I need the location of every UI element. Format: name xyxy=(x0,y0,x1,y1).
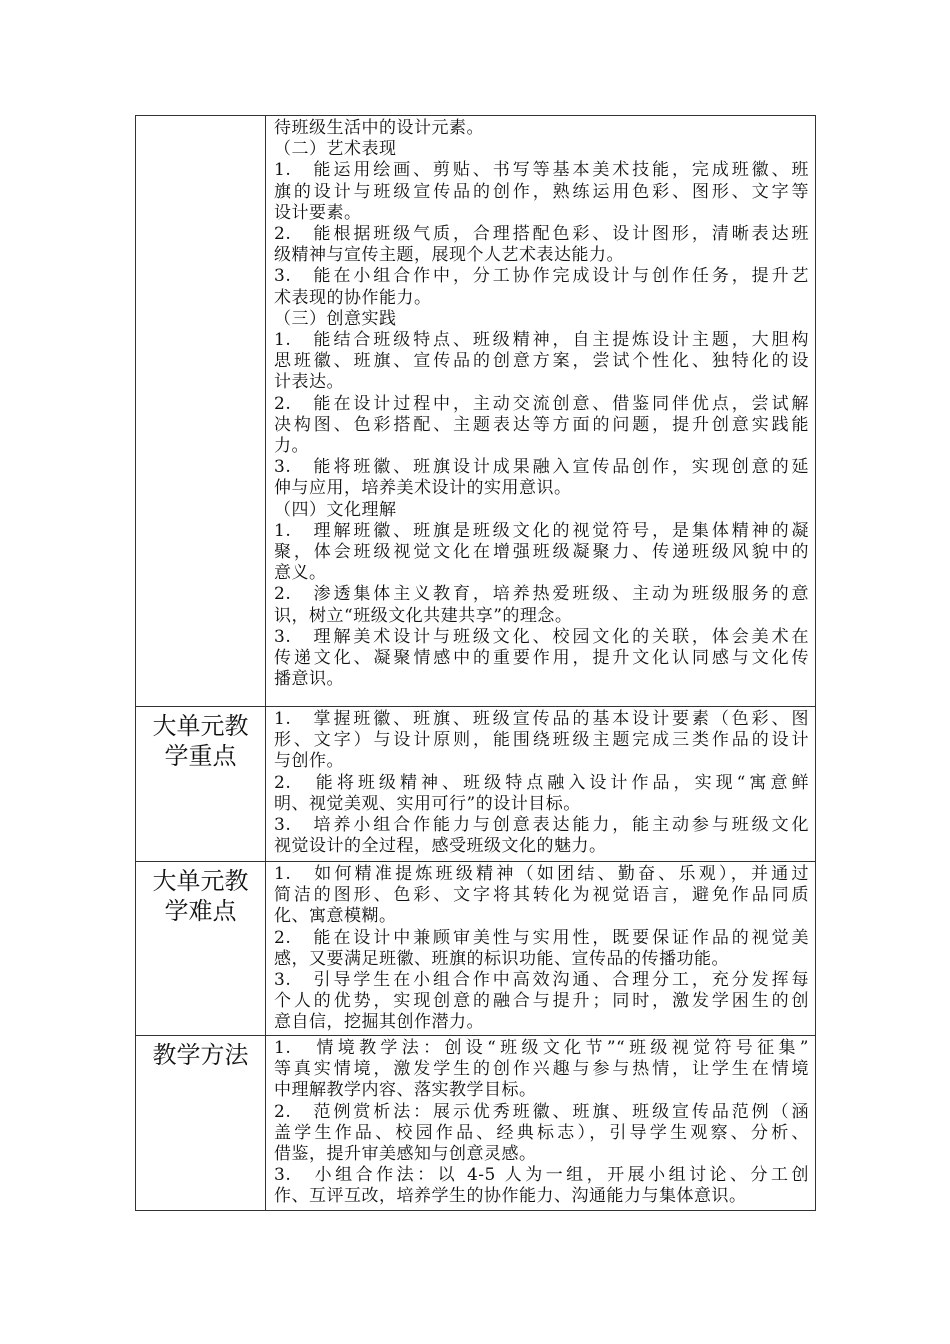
content-line: 级精神与宣传主题，展现个人艺术表达能力。 xyxy=(274,245,624,266)
content-line: 3. 培养小组合作能力与创意表达能力，能主动参与班级文化 xyxy=(274,815,809,836)
row-content-cell xyxy=(266,1036,816,1211)
content-line: 力。 xyxy=(274,436,309,457)
row-label-cell xyxy=(136,707,266,862)
row-label-line: 学难点 xyxy=(164,897,237,925)
content-line: 1. 如何精准提炼班级精神（如团结、勤奋、乐观），并通过 xyxy=(274,864,809,884)
content-line: 2. 能将班级精神、班级特点融入设计作品，实现“寓意鲜 xyxy=(274,772,809,793)
content-line: 明、视觉美观、实用可行”的设计目标。 xyxy=(274,793,581,814)
content-line: 1. 能运用绘画、剪贴、书写等基本美术技能，完成班徽、班 xyxy=(274,160,809,181)
content-line: 1. 掌握班徽、班旗、班级宣传品的基本设计要素（色彩、图 xyxy=(274,709,809,729)
content-line: 3. 能将班徽、班旗设计成果融入宣传品创作，实现创意的延 xyxy=(274,457,809,478)
content-line: 2. 能在设计过程中，主动交流创意、借鉴同伴优点，尝试解 xyxy=(274,393,809,414)
content-line: 术表现的协作能力。 xyxy=(274,287,432,308)
row-label-cell xyxy=(136,1036,266,1211)
content-line: 2. 能根据班级气质，合理搭配色彩、设计图形，清晰表达班 xyxy=(274,224,809,245)
content-line: 旗的设计与班级宣传品的创作，熟练运用色彩、图形、文字等 xyxy=(274,181,809,202)
content-line: 借鉴，提升审美感知与创意灵感。 xyxy=(274,1144,537,1165)
content-line: 意义。 xyxy=(274,563,327,584)
content-line: 思班徽、班旗、宣传品的创意方案，尝试个性化、独特化的设 xyxy=(274,351,809,372)
content-line: 3. 引导学生在小组合作中高效沟通、合理分工，充分发挥每 xyxy=(274,970,809,991)
content-line: 作、互评互改，培养学生的协作能力、沟通能力与集体意识。 xyxy=(274,1186,747,1207)
table-row xyxy=(136,862,816,1036)
row-label-line: 学重点 xyxy=(164,742,237,770)
content-line: 等真实情境，激发学生的创作兴趣与参与热情，让学生在情境 xyxy=(274,1059,809,1080)
row-label-cell xyxy=(136,116,266,707)
row-label-cell xyxy=(136,862,266,1036)
content-line: 设计要素。 xyxy=(274,202,362,223)
row-content-cell xyxy=(266,116,816,707)
content-line: 待班级生活中的设计元素。 xyxy=(274,118,484,138)
content-line: 1. 能结合班级特点、班级精神，自主提炼设计主题，大胆构 xyxy=(274,330,809,351)
table-row xyxy=(136,116,816,707)
content-line: 3. 小组合作法：以 4-5 人为一组，开展小组讨论、分工创 xyxy=(274,1165,809,1186)
content-line: 1. 情境教学法：创设“班级文化节”“班级视觉符号征集” xyxy=(274,1038,809,1058)
row-content-cell xyxy=(266,707,816,862)
content-line: 视觉设计的全过程，感受班级文化的魅力。 xyxy=(274,836,607,857)
content-line: 2. 能在设计中兼顾审美性与实用性，既要保证作品的视觉美 xyxy=(274,927,809,948)
content-line: 决构图、色彩搭配、主题表达等方面的问题，提升创意实践能 xyxy=(274,414,809,435)
content-line: （四）文化理解 xyxy=(274,499,397,520)
content-line: 意自信，挖掘其创作潜力。 xyxy=(274,1012,484,1033)
table-row xyxy=(136,707,816,862)
row-label-line: 教学方法 xyxy=(152,1041,249,1069)
content-line: 3. 能在小组合作中，分工协作完成设计与创作任务，提升艺 xyxy=(274,266,809,287)
content-line: 1. 理解班徽、班旗是班级文化的视觉符号，是集体精神的凝 xyxy=(274,520,809,541)
row-label-line: 大单元教 xyxy=(152,712,249,740)
content-line: 感，又要满足班徽、班旗的标识功能、宣传品的传播功能。 xyxy=(274,948,729,969)
content-line: 简洁的图形、色彩、文字将其转化为视觉语言，避免作品同质 xyxy=(274,885,809,906)
content-line: 3. 理解美术设计与班级文化、校园文化的关联，体会美术在 xyxy=(274,626,809,647)
lesson-plan-table xyxy=(135,115,816,1211)
table-row xyxy=(136,1036,816,1211)
content-line: （二）艺术表现 xyxy=(274,139,397,160)
table-body xyxy=(136,116,816,1211)
row-content-cell xyxy=(266,862,816,1036)
content-line: 聚，体会班级视觉文化在增强班级凝聚力、传递班级风貌中的 xyxy=(274,542,809,563)
content-line: 形、文字）与设计原则，能围绕班级主题完成三类作品的设计 xyxy=(274,730,809,751)
content-line: 盖学生作品、校园作品、经典标志），引导学生观察、分析、 xyxy=(274,1122,809,1143)
content-line: 2. 渗透集体主义教育，培养热爱班级、主动为班级服务的意 xyxy=(274,584,809,605)
content-line: 播意识。 xyxy=(274,669,344,690)
content-line: 化、寓意模糊。 xyxy=(274,906,397,927)
content-line: 中理解教学内容、落实教学目标。 xyxy=(274,1080,537,1101)
content-line: 2. 范例赏析法：展示优秀班徽、班旗、班级宣传品范例（涵 xyxy=(274,1101,809,1122)
content-line: 计表达。 xyxy=(274,372,344,393)
content-line: 伸与应用，培养美术设计的实用意识。 xyxy=(274,478,572,499)
content-line: 个人的优势，实现创意的融合与提升；同时，激发学困生的创 xyxy=(274,991,809,1012)
content-line: 传递文化、凝聚情感中的重要作用，提升文化认同感与文化传 xyxy=(274,648,809,669)
row-label-line: 大单元教 xyxy=(152,867,249,895)
content-line: （三）创意实践 xyxy=(274,308,397,329)
content-line: 与创作。 xyxy=(274,751,344,772)
content-line: 识，树立“班级文化共建共享”的理念。 xyxy=(274,605,573,626)
